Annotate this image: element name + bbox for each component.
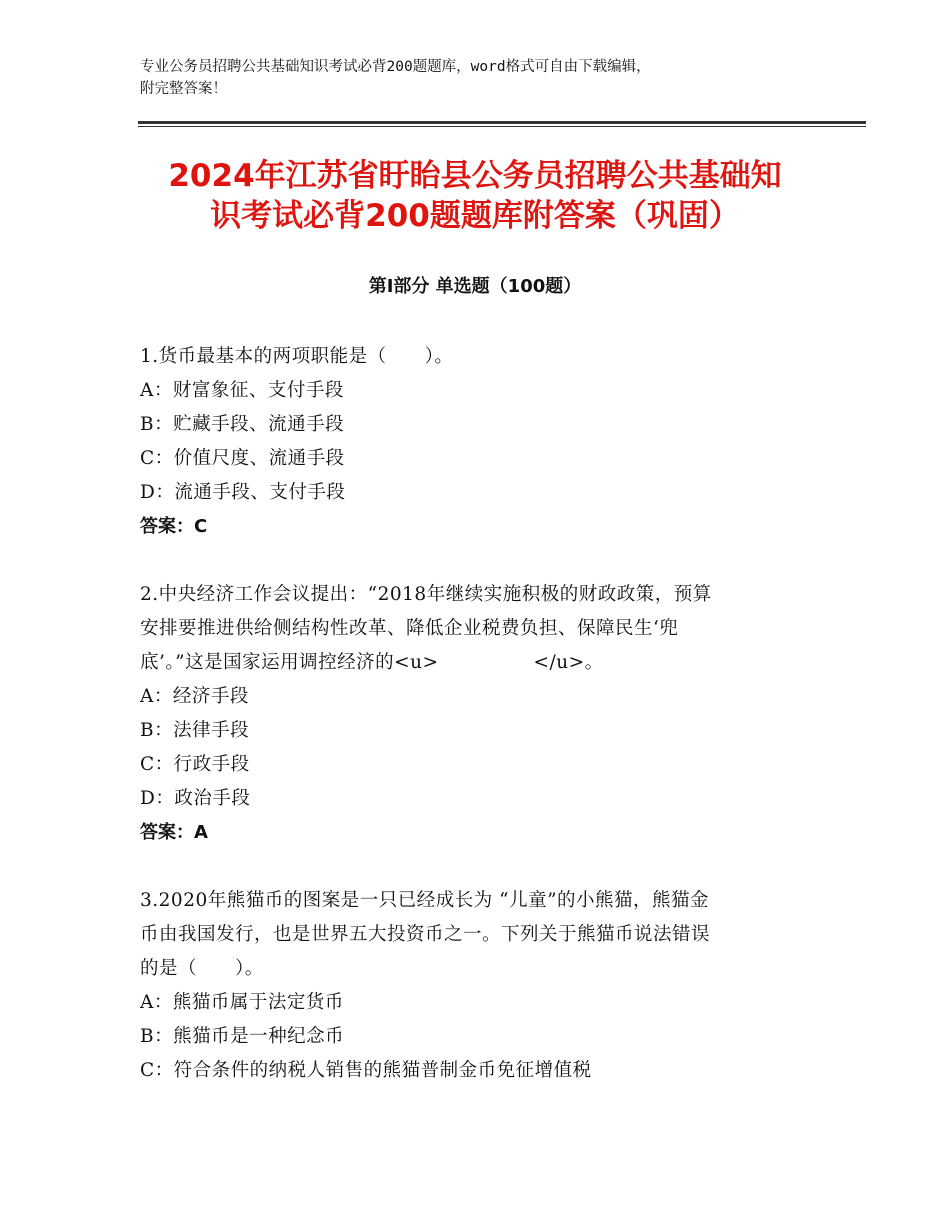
option-a: A：财富象征、支付手段 (140, 380, 344, 401)
question-stem: 1.货币最基本的两项职能是（ ）。 (140, 346, 454, 367)
part-heading: 第Ⅰ部分 单选题（100题） (368, 276, 582, 297)
option-d: D：流通手段、支付手段 (140, 482, 346, 503)
question-stem: 3.2020年熊猫币的图案是一只已经成长为 “儿童”的小熊猫，熊猫金 (140, 890, 710, 911)
question-stem: 的是（ ）。 (140, 958, 264, 979)
question-1 (140, 340, 810, 544)
question-2 (140, 578, 810, 850)
question-stem: 安排要推进供给侧结构性改革、降低企业税费负担、保障民生‘兜 (140, 618, 679, 639)
title-line: 识考试必背200题题库附答案（巩固） (210, 198, 740, 234)
question-stem: 2.中央经济工作会议提出：“2018年继续实施积极的财政政策，预算 (140, 584, 712, 605)
answer: 答案：C (140, 516, 208, 537)
header-note (140, 56, 830, 100)
question-list (140, 340, 810, 1122)
title-line: 2024年江苏省盱眙县公务员招聘公共基础知 (168, 158, 782, 194)
option-b: B：法律手段 (140, 720, 250, 741)
header-divider (138, 121, 866, 124)
answer: 答案：A (140, 822, 208, 843)
question-3 (140, 884, 810, 1088)
question-stem: 币由我国发行，也是世界五大投资币之一。下列关于熊猫币说法错误 (140, 924, 711, 945)
document-title (100, 156, 850, 236)
header-divider-thin (138, 126, 866, 127)
option-a: A：经济手段 (140, 686, 249, 707)
option-c: C：价值尺度、流通手段 (140, 448, 345, 469)
option-c: C：行政手段 (140, 754, 250, 775)
option-b: B：熊猫币是一种纪念币 (140, 1026, 345, 1047)
option-a: A：熊猫币属于法定货币 (140, 992, 344, 1013)
option-b: B：贮藏手段、流通手段 (140, 414, 345, 435)
header-note-line: 专业公务员招聘公共基础知识考试必背200题题库，word格式可自由下载编辑， (140, 59, 651, 75)
question-stem: 底’。”这是国家运用调控经济的<u> </u>。 (140, 652, 604, 673)
option-c: C：符合条件的纳税人销售的熊猫普制金币免征增值税 (140, 1060, 592, 1081)
option-d: D：政治手段 (140, 788, 251, 809)
header-note-line: 附完整答案！ (140, 81, 227, 97)
